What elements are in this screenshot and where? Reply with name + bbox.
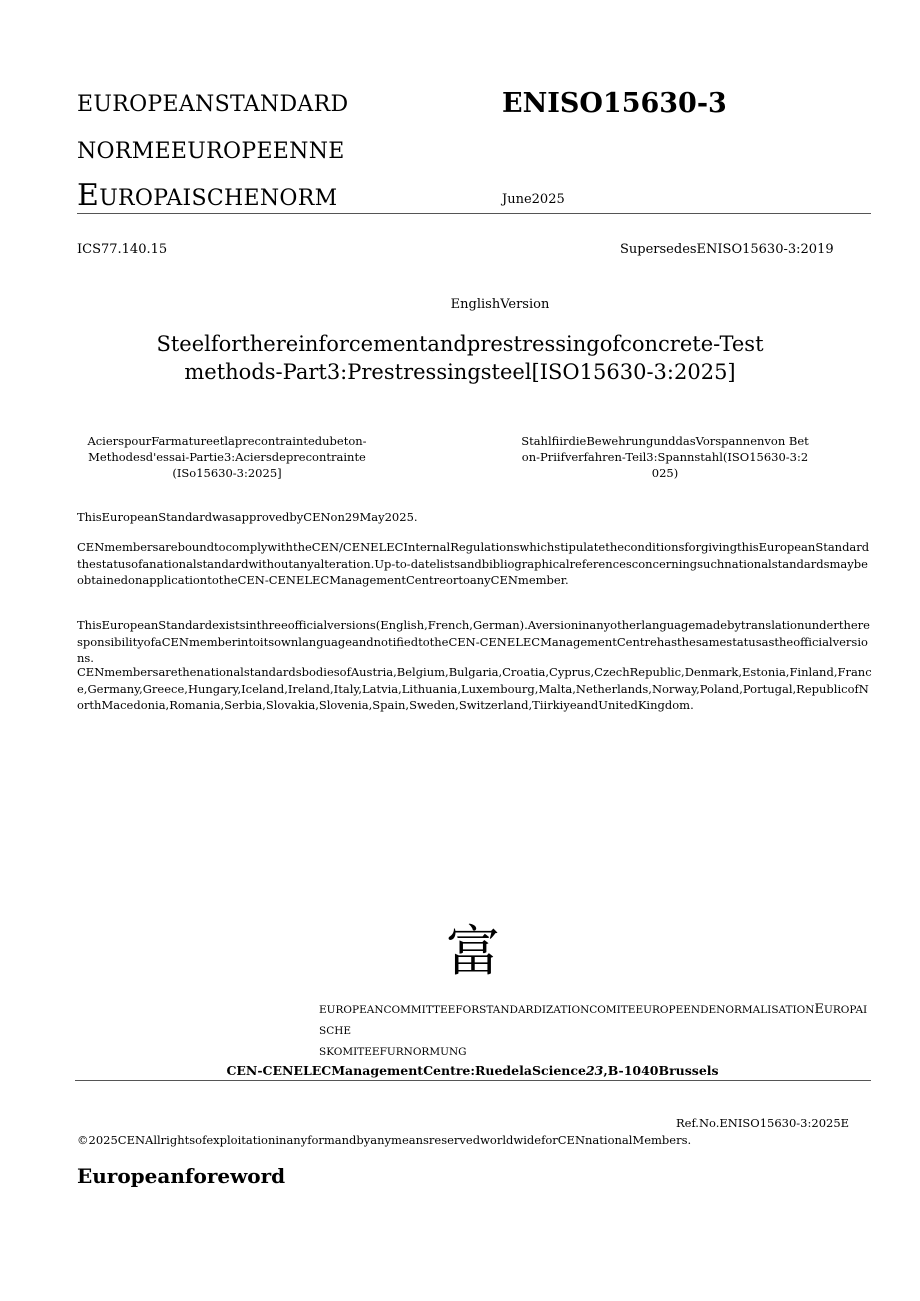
- standard-code: ENISO15630-3: [502, 88, 727, 119]
- committee-line1-tail: UROPAISCHE: [319, 1004, 868, 1037]
- committee-line2: SKOMITEEFURNORMUNG: [319, 1046, 467, 1058]
- header-rule: [77, 213, 871, 214]
- versions-statement: ThisEuropeanStandardexistsinthreeofficialversions(English,French,German).AversioninanyotherlanguagemadebytranslationundertheresponsibilityofaCENmemberintoitsownlanguageandnotifiedtotheCEN-CENELECManagementCentrehasthesamestatusastheofficialversions.: [77, 618, 870, 665]
- standard-title-en: EUROPEANSTANDARD: [77, 92, 349, 117]
- section-heading: Europeanforeword: [77, 1164, 286, 1188]
- address-number: 23: [585, 1063, 604, 1078]
- supersedes-note: SupersedesENISO15630-3:2019: [620, 242, 834, 257]
- standard-title-de-rest: UROPAISCHENORM: [99, 186, 338, 211]
- address-prefix: CEN-CENELECManagementCentre:RuedelaScience: [226, 1063, 586, 1078]
- committee-initial: E: [814, 1002, 824, 1017]
- compliance-statement: CENmembersareboundtocomplywiththeCEN/CENELECInternalRegulationswhichstipulatetheconditionsforgivingthisEuropeanStandardthestatusofanationalstandardwithoutanyalteration.Up-to-datelistsandbibliographicalreferencesconcerningsuchnationalstandardsmaybeobtainedonapplicationtotheCEN-CENELECManagementCentreortoanyCENmember.: [77, 540, 870, 587]
- standard-title-de: [77, 178, 337, 213]
- version-label: EnglishVersion: [450, 297, 550, 312]
- reference-number: Ref.No.ENISO15630-3:2025E: [676, 1116, 850, 1130]
- management-centre-address: [75, 1063, 870, 1078]
- document-title: Steelforthereinforcementandprestressingofconcrete-Testmethods-Part3:Prestressingsteel[ISO15630-3:2025]: [156, 332, 764, 384]
- publication-date: June2025: [502, 192, 565, 207]
- members-statement: CENmembersarethenationalstandardsbodiesofAustria,Belgium,Bulgaria,Croatia,Cyprus,CzechRepublic,Denmark,Estonia,Finland,France,Germany,Greece,Hungary,Iceland,Ireland,Italy,Latvia,Lithuania,Luxembourg,Malta,Netherlands,Norway,Poland,Portugal,RepublicofNorthMacedonia,Romania,Serbia,Slovakia,Slovenia,Spain,Sweden,Switzerland,TiirkiyeandUnitedKingdom.: [77, 665, 872, 712]
- ics-code: ICS77.140.15: [77, 242, 168, 257]
- standard-title-fr: NORMEEUROPEENNE: [77, 139, 345, 164]
- approval-statement: ThisEuropeanStandardwasapprovedbyCENon29May2025.: [77, 510, 418, 524]
- committee-line1: EUROPEANCOMMITTEEFORSTANDARDIZATIONCOMITEEUROPEENDENORMALISATION: [319, 1004, 815, 1016]
- copyright-notice: ©2025CENAllrightsofexploitationinanyformandbyanymeansreservedworldwideforCENnationalMembers.: [77, 1133, 692, 1147]
- committee-name: [319, 999, 871, 1063]
- address-suffix: ,B-1040Brussels: [603, 1063, 719, 1078]
- title-french: AcierspourFarmatureetlaprecontraintedubeton-Methodesd'essai-Partie3:Aciersdeprecontrainte (ISo15630-3:2025]: [87, 434, 367, 480]
- address-rule: [75, 1080, 871, 1081]
- cen-logo-icon: 富: [446, 920, 500, 983]
- title-german: StahlfiirdieBewehrungunddasVorspannenvon Beton-Priifverfahren-Teil3:Spannstahl(ISO15630-3:2025): [521, 434, 809, 480]
- standard-title-de-initial: E: [77, 178, 100, 213]
